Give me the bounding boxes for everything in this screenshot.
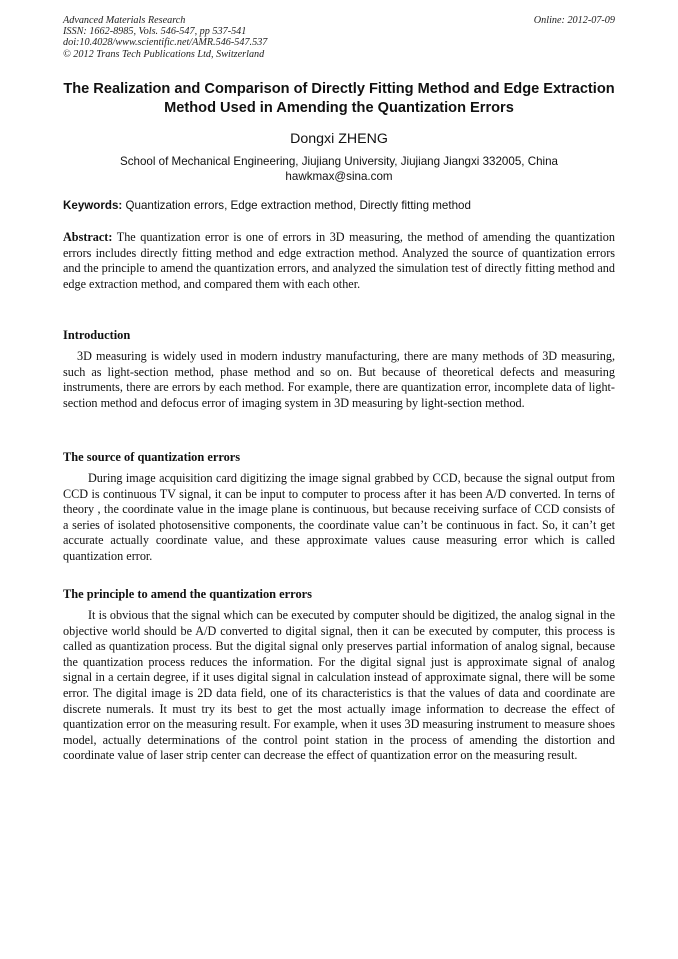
section-introduction xyxy=(63,328,615,411)
doi-link[interactable]: doi:10.4028/www.scientific.net/AMR.546-547.537 xyxy=(63,37,268,49)
online-date: Online: 2012-07-09 xyxy=(533,15,615,26)
section-heading: The source of quantization errors xyxy=(63,450,241,464)
issn-volume: ISSN: 1662-8985, Vols. 546-547, pp 537-541 xyxy=(63,26,247,38)
publication-header xyxy=(63,15,615,60)
abstract xyxy=(63,230,615,292)
author-name: Dongxi ZHENG xyxy=(290,131,388,147)
abstract-label: Abstract: xyxy=(63,230,113,244)
keywords xyxy=(63,198,615,213)
keywords-text: Quantization errors, Edge extraction method, Directly fitting method xyxy=(125,199,471,212)
paper-title: The Realization and Comparison of Directly Fitting Method and Edge Extraction Method Used in Amending the Quantization Errors xyxy=(63,81,615,116)
affiliation: School of Mechanical Engineering, Jiujiang University, Jiujiang Jiangxi 332005, China xyxy=(119,155,559,168)
author-email[interactable]: hawkmax@sina.com xyxy=(285,169,393,183)
section-heading: Introduction xyxy=(63,328,131,342)
section-body: 3D measuring is widely used in modern industry manufacturing, there are many methods of 3D measuring, such as light-section method, phase method and so on. But because of theoretical defects and measuring instruments, there are errors by each method. For example, there are quantization error, incomplete data of light-section method and defocus error of imaging system in 3D measuring by light-section method. xyxy=(63,349,615,410)
journal-name: Advanced Materials Research xyxy=(63,15,186,26)
keywords-label: Keywords: xyxy=(63,199,123,212)
copyright: © 2012 Trans Tech Publications Ltd, Switzerland xyxy=(63,48,265,60)
section-heading: The principle to amend the quantization errors xyxy=(63,587,312,601)
abstract-text: The quantization error is one of errors in 3D measuring, the method of amending the quantization errors includes directly fitting method and edge extraction method. Analyzed the source of quantization errors and the principle to amend the quantization errors, and analyzed the simulation test of directly fitting method and edge extraction method, and compared them with each other. xyxy=(63,230,615,291)
section-body: During image acquisition card digitizing the image signal grabbed by CCD, because the signal output from CCD is continuous TV signal, it can be input to computer to process after it has been A/D converted. In terns of theory , the coordinate value in the image plane is continuous, but because receiving surface of CCD consists of a series of isolated photosensitive components, the coordinate value can’t be continuous in fact. So, it can’t get accurate actually coordinate value, and these approximate values cause measuring error which is called quantization error. xyxy=(63,471,615,563)
section-source-of-quantization-errors xyxy=(63,450,615,565)
section-principle-to-amend xyxy=(63,587,615,764)
affiliation-block xyxy=(63,155,615,184)
section-body: It is obvious that the signal which can be executed by computer should be digitized, the analog signal in the objective world should be A/D converted to digital signal, then it can be executed by computer, this process is called as quantization process. But the digital signal only preserves partial information of analog signal, because the quantization process reduces the information. For the digital signal just is approximate signal of analog signal in a certain degree, if it uses digital signal in calculation instead of approximate signal, there will be some error. The digital image is 2D data field, one of its characteristics is that the values of data and coordinate are discrete numerals. It must try its best to get the most actually image information to decrease the effect of quantization error on the measuring result. For example, when it uses 3D measuring instrument to measure shoes model, actually determinations of the control point station in the process of amending the distortion and coordinate value of laser strip center can decrease the effect of quantization error on the measuring result. xyxy=(63,608,615,763)
